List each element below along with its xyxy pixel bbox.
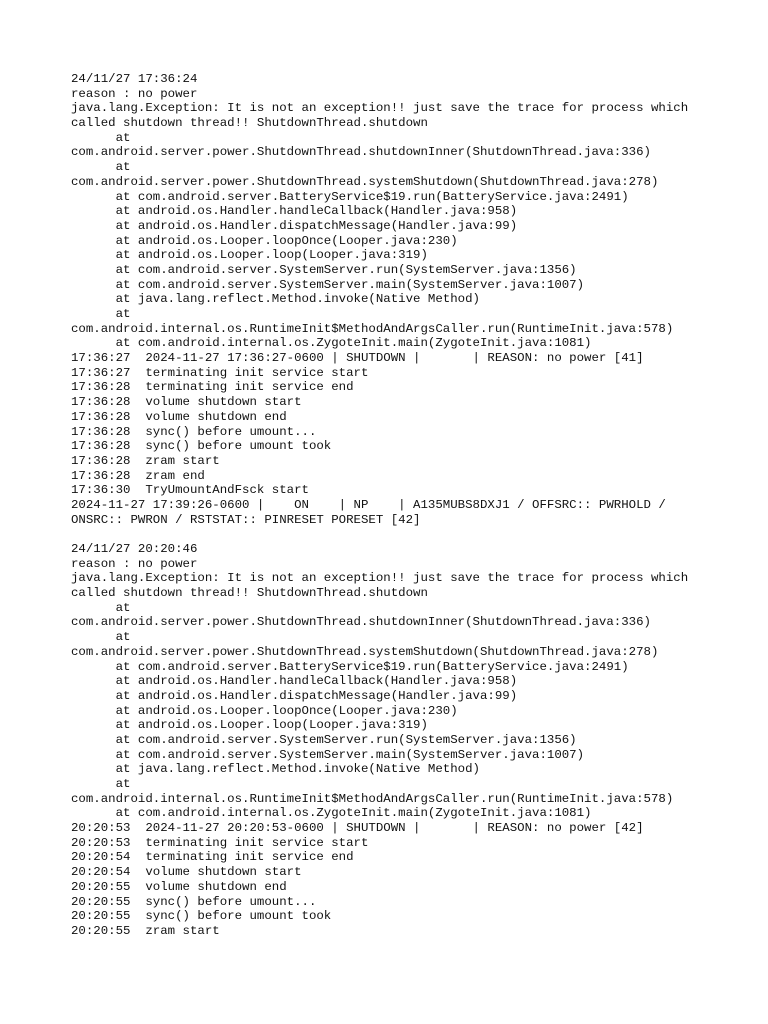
log-line: 20:20:53 terminating init service start — [71, 835, 369, 850]
log-line: com.android.internal.os.RuntimeInit$MethodAndArgsCaller.run(RuntimeInit.java:578) — [71, 791, 674, 806]
log-line: reason : no power — [71, 86, 198, 101]
log-line: at android.os.Looper.loopOnce(Looper.java:230) — [71, 233, 458, 248]
log-line: at com.android.internal.os.ZygoteInit.main(ZygoteInit.java:1081) — [71, 806, 592, 821]
log-line: 17:36:28 sync() before umount took — [71, 439, 332, 454]
log-line: at com.android.internal.os.ZygoteInit.main(ZygoteInit.java:1081) — [71, 336, 592, 351]
log-line: 17:36:28 volume shutdown start — [71, 395, 302, 410]
log-line: at android.os.Looper.loop(Looper.java:319) — [71, 718, 428, 733]
log-line: at android.os.Looper.loopOnce(Looper.java:230) — [71, 703, 458, 718]
log-line: 17:36:30 TryUmountAndFsck start — [71, 483, 309, 498]
log-line: at com.android.server.SystemServer.main(SystemServer.java:1007) — [71, 277, 585, 292]
log-line: 24/11/27 20:20:46 — [71, 542, 198, 556]
log-line: at — [71, 160, 131, 175]
log-line: com.android.server.power.ShutdownThread.shutdownInner(ShutdownThread.java:336) — [71, 615, 651, 630]
log-line: 24/11/27 17:36:24 — [71, 72, 198, 86]
log-line: at android.os.Handler.dispatchMessage(Handler.java:99) — [71, 688, 518, 703]
log-line: 20:20:54 terminating init service end — [71, 850, 354, 865]
log-line: at android.os.Handler.dispatchMessage(Handler.java:99) — [71, 218, 518, 233]
log-line: com.android.server.power.ShutdownThread.systemShutdown(ShutdownThread.java:278) — [71, 644, 659, 659]
log-line: java.lang.Exception: It is not an exception!! just save the trace for process which — [71, 101, 689, 116]
log-document — [71, 72, 751, 939]
entry-separator — [71, 527, 751, 542]
log-line: called shutdown thread!! ShutdownThread.shutdown — [71, 586, 428, 601]
log-line: 17:36:28 volume shutdown end — [71, 409, 287, 424]
log-line: 20:20:55 sync() before umount took — [71, 909, 332, 924]
log-line: at android.os.Handler.handleCallback(Handler.java:958) — [71, 674, 518, 689]
log-line: 17:36:28 sync() before umount... — [71, 424, 317, 439]
log-line: 20:20:55 sync() before umount... — [71, 894, 317, 909]
log-line: at java.lang.reflect.Method.invoke(Native Method) — [71, 762, 480, 777]
log-entry — [71, 542, 751, 939]
log-line: 17:36:27 terminating init service start — [71, 365, 369, 380]
log-line: 17:36:28 terminating init service end — [71, 380, 354, 395]
log-line: reason : no power — [71, 556, 198, 571]
log-line: at com.android.server.SystemServer.run(SystemServer.java:1356) — [71, 262, 577, 277]
log-line: at android.os.Looper.loop(Looper.java:319) — [71, 248, 428, 263]
log-line: at android.os.Handler.handleCallback(Handler.java:958) — [71, 204, 518, 219]
log-line: at com.android.server.BatteryService$19.run(BatteryService.java:2491) — [71, 659, 629, 674]
log-line: 20:20:53 2024-11-27 20:20:53-0600 | SHUTDOWN | | REASON: no power [42] — [71, 821, 644, 836]
log-line: 17:36:28 zram end — [71, 468, 205, 483]
log-entry — [71, 72, 751, 527]
log-line: 20:20:54 volume shutdown start — [71, 865, 302, 880]
log-line: 20:20:55 volume shutdown end — [71, 879, 287, 894]
log-line: at com.android.server.BatteryService$19.run(BatteryService.java:2491) — [71, 189, 629, 204]
log-line: at — [71, 630, 131, 645]
log-line: java.lang.Exception: It is not an exception!! just save the trace for process which — [71, 571, 689, 586]
log-line: at com.android.server.SystemServer.run(SystemServer.java:1356) — [71, 732, 577, 747]
log-line: com.android.server.power.ShutdownThread.systemShutdown(ShutdownThread.java:278) — [71, 174, 659, 189]
log-line: 17:36:28 zram start — [71, 453, 220, 468]
log-line: at — [71, 600, 131, 615]
log-line: at — [71, 130, 131, 145]
log-line: 17:36:27 2024-11-27 17:36:27-0600 | SHUTDOWN | | REASON: no power [41] — [71, 351, 644, 366]
log-line: at java.lang.reflect.Method.invoke(Native Method) — [71, 292, 480, 307]
log-line: at com.android.server.SystemServer.main(SystemServer.java:1007) — [71, 747, 585, 762]
log-line: at — [71, 307, 131, 321]
log-line: at — [71, 777, 131, 791]
log-line: com.android.internal.os.RuntimeInit$MethodAndArgsCaller.run(RuntimeInit.java:578) — [71, 321, 674, 336]
log-line: com.android.server.power.ShutdownThread.shutdownInner(ShutdownThread.java:336) — [71, 145, 651, 160]
log-line: ONSRC:: PWRON / RSTSTAT:: PINRESET PORESET [42] — [71, 512, 421, 527]
log-line: 2024-11-27 17:39:26-0600 | ON | NP | A135MUBS8DXJ1 / OFFSRC:: PWRHOLD / — [71, 497, 666, 512]
log-line: 20:20:55 zram start — [71, 923, 220, 938]
log-line: called shutdown thread!! ShutdownThread.shutdown — [71, 116, 428, 131]
